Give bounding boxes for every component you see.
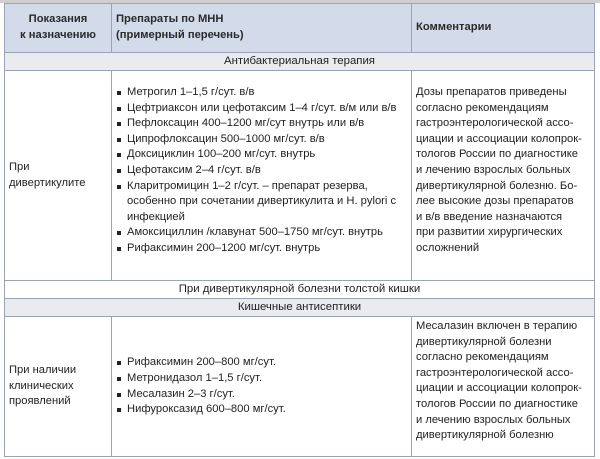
- treatment-table: [4, 3, 595, 457]
- list-item: Рифаксимин 200–1200 мг/сут. внутрь: [116, 241, 407, 257]
- comment-cell: [412, 317, 595, 457]
- drugs-list: [116, 355, 407, 417]
- header-drugs: [112, 4, 412, 53]
- comment-text: Дозы препаратов приведены согласно рекомендациям гастроэнтерологической ассо- циации и ассоциации колопрок- тологов России по диагностике и лечению взрослых больных дивертикулярной болезню. Бо- лее высокие дозы препаратов и в/в введение назначаются при развитии хирургических осложнений: [416, 86, 582, 254]
- table-row: [5, 71, 595, 281]
- list-item: Пефлоксацин 400–1200 мг/сут внутрь или в/в: [116, 116, 407, 132]
- list-item: Метрогил 1–1,5 г/сут. в/в: [116, 85, 407, 101]
- comment-text: Месалазин включен в терапию дивертикулярной болезни согласно рекомендациям гастроэнтерологической ассо- циации и ассоциации колопрок- тологов России по диагностике и лечению взрослых больных дивертикулярной болезню: [416, 320, 582, 442]
- list-item: Цефтриаксон или цефотаксим 1–4 г/сут. в/м или в/в: [116, 101, 407, 117]
- indication-cell: [5, 71, 112, 281]
- section-antiseptics: Кишечные антисептики: [5, 299, 595, 317]
- list-item: Ципрофлоксацин 500–1000 мг/сут. в/в: [116, 132, 407, 148]
- section-row-colon: [5, 281, 595, 299]
- header-indications-label: Показания к назначению: [20, 13, 96, 41]
- list-item: Месалазин 2–3 г/сут.: [116, 387, 407, 403]
- comment-cell: [412, 71, 595, 281]
- list-item: Нифуроксазид 600–800 мг/сут.: [116, 402, 407, 418]
- list-item: Рифаксимин 200–800 мг/сут.: [116, 355, 407, 371]
- header-drugs-label: Препараты по МНН (примерный перечень): [116, 13, 244, 41]
- table-header-row: [5, 4, 595, 53]
- list-item: Кларитромицин 1–2 г/сут. – препарат резерва, особенно при сочетании дивертикулита и H. pylori с инфекцией: [116, 179, 407, 226]
- section-antibacterial: Антибактериальная терапия: [5, 53, 595, 71]
- section-colon: При дивертикулярной болезни толстой кишки: [5, 281, 595, 299]
- indication-text: При дивертикулите: [9, 160, 86, 189]
- indication-cell: [5, 317, 112, 457]
- list-item: Цефотаксим 2–4 г/сут. в/в: [116, 163, 407, 179]
- indication-text: При наличии клинических проявлений: [9, 364, 77, 408]
- list-item: Доксициклин 100–200 мг/сут. внутрь: [116, 147, 407, 163]
- table-row: [5, 317, 595, 457]
- drugs-cell: [112, 71, 412, 281]
- list-item: Метронидазол 1–1,5 г/сут.: [116, 371, 407, 387]
- list-item: Амоксициллин /клавунат 500–1750 мг/сут. внутрь: [116, 225, 407, 241]
- section-row-antiseptics: [5, 299, 595, 317]
- header-indications: [5, 4, 112, 53]
- section-row-antibacterial: [5, 53, 595, 71]
- header-comments-label: Комментарии: [416, 21, 492, 34]
- header-comments: [412, 4, 595, 53]
- drugs-cell: [112, 317, 412, 457]
- drugs-list: [116, 85, 407, 257]
